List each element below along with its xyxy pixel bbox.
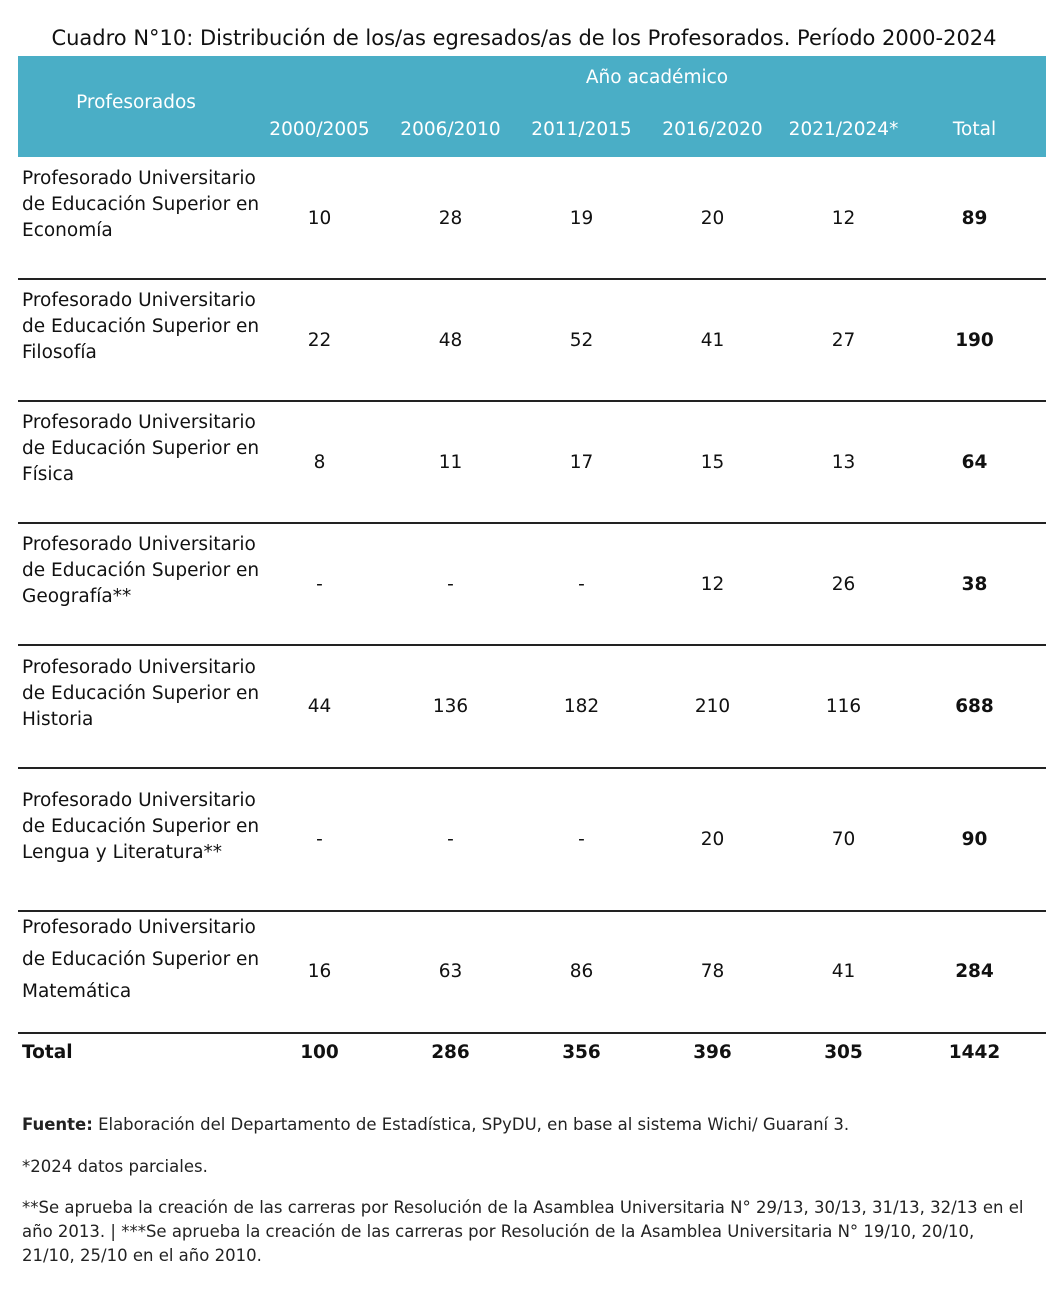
cell-value: 22 xyxy=(307,330,332,351)
cell-value: - xyxy=(316,829,323,850)
total-value: 396 xyxy=(693,1042,732,1063)
row-name: Profesorado Universitario de Educación Superior en Historia xyxy=(22,657,260,730)
cell-value: 210 xyxy=(694,696,731,717)
table-row xyxy=(18,769,1046,912)
cell-value: 63 xyxy=(438,961,463,982)
header-year: 2011/2015 xyxy=(531,119,632,140)
row-name: Profesorado Universitario de Educación Superior en Filosofía xyxy=(22,290,260,363)
cell-value: - xyxy=(578,574,585,595)
source-label: Fuente: xyxy=(22,1115,93,1134)
row-name: Profesorado Universitario de Educación Superior en Matemática xyxy=(22,917,260,1002)
header-year: 2006/2010 xyxy=(400,119,501,140)
header-year: 2021/2024* xyxy=(788,119,899,140)
row-name: Profesorado Universitario de Educación Superior en Geografía** xyxy=(22,534,260,607)
table-row xyxy=(18,524,1046,646)
cell-value: 70 xyxy=(831,829,856,850)
cell-total: 38 xyxy=(961,574,988,595)
cell-value: 19 xyxy=(569,208,594,229)
cell-total: 284 xyxy=(955,961,994,982)
table-row xyxy=(18,646,1046,769)
header-profesorados: Profesorados xyxy=(76,92,196,113)
cell-value: 12 xyxy=(700,574,725,595)
table-row xyxy=(18,280,1046,402)
row-name: Profesorado Universitario de Educación Superior en Economía xyxy=(22,168,260,241)
cell-value: 17 xyxy=(569,452,594,473)
cell-value: 13 xyxy=(831,452,856,473)
cell-value: 44 xyxy=(307,696,332,717)
cell-value: 28 xyxy=(438,208,463,229)
cell-value: - xyxy=(316,574,323,595)
cell-value: - xyxy=(447,829,454,850)
cell-value: 41 xyxy=(700,330,725,351)
cell-value: 10 xyxy=(307,208,332,229)
cell-value: 16 xyxy=(307,961,332,982)
header-year: 2016/2020 xyxy=(662,119,763,140)
source-note xyxy=(22,1113,1032,1137)
cell-value: 41 xyxy=(831,961,856,982)
header-anio-academico: Año académico xyxy=(585,67,729,88)
total-value: 286 xyxy=(431,1042,470,1063)
header-total: Total xyxy=(952,119,997,140)
cell-total: 190 xyxy=(955,330,994,351)
cell-total: 90 xyxy=(961,829,988,850)
totals-row xyxy=(18,1038,1046,1070)
cell-value: 8 xyxy=(313,452,326,473)
header-year: 2000/2005 xyxy=(269,119,370,140)
resolution-note: **Se aprueba la creación de las carreras por Resolución de la Asamblea Universitaria N° 29/13, 30/13, 31/13, 32/13 en el año 2013. | ***Se aprueba la creación de las carreras por Resolución de la Asamblea Universitaria N° 19/10, 20/10, 21/10, 25/10 en el año 2010. xyxy=(22,1198,1024,1265)
total-value: 356 xyxy=(562,1042,601,1063)
cell-value: 78 xyxy=(700,961,725,982)
cell-value: 11 xyxy=(438,452,463,473)
table-title: Cuadro N°10: Distribución de los/as egresados/as de los Profesorados. Período 2000-2024 xyxy=(51,26,997,50)
table-row xyxy=(18,912,1046,1034)
table-row xyxy=(18,163,1046,280)
cell-value: 20 xyxy=(700,208,725,229)
cell-total: 89 xyxy=(961,208,988,229)
totals-label: Total xyxy=(22,1042,73,1063)
cell-value: 27 xyxy=(831,330,856,351)
row-name: Profesorado Universitario de Educación Superior en Lengua y Literatura** xyxy=(22,790,260,863)
total-value: 100 xyxy=(300,1042,339,1063)
cell-value: 26 xyxy=(831,574,856,595)
grand-total-value: 1442 xyxy=(948,1042,1001,1063)
cell-total: 688 xyxy=(955,696,994,717)
partial-data-note: *2024 datos parciales. xyxy=(22,1157,208,1176)
cell-value: 12 xyxy=(831,208,856,229)
cell-value: 48 xyxy=(438,330,463,351)
total-value: 305 xyxy=(824,1042,863,1063)
cell-value: 86 xyxy=(569,961,594,982)
cell-value: 15 xyxy=(700,452,725,473)
cell-total: 64 xyxy=(961,452,988,473)
table-header xyxy=(18,56,1046,157)
table-row xyxy=(18,402,1046,524)
cell-value: 20 xyxy=(700,829,725,850)
cell-value: 136 xyxy=(432,696,469,717)
cell-value: 52 xyxy=(569,330,594,351)
row-name: Profesorado Universitario de Educación Superior en Física xyxy=(22,412,260,485)
source-text: Elaboración del Departamento de Estadística, SPyDU, en base al sistema Wichi/ Guaraní 3. xyxy=(98,1115,850,1134)
cell-value: 116 xyxy=(825,696,862,717)
cell-value: - xyxy=(447,574,454,595)
cell-value: 182 xyxy=(563,696,600,717)
cell-value: - xyxy=(578,829,585,850)
